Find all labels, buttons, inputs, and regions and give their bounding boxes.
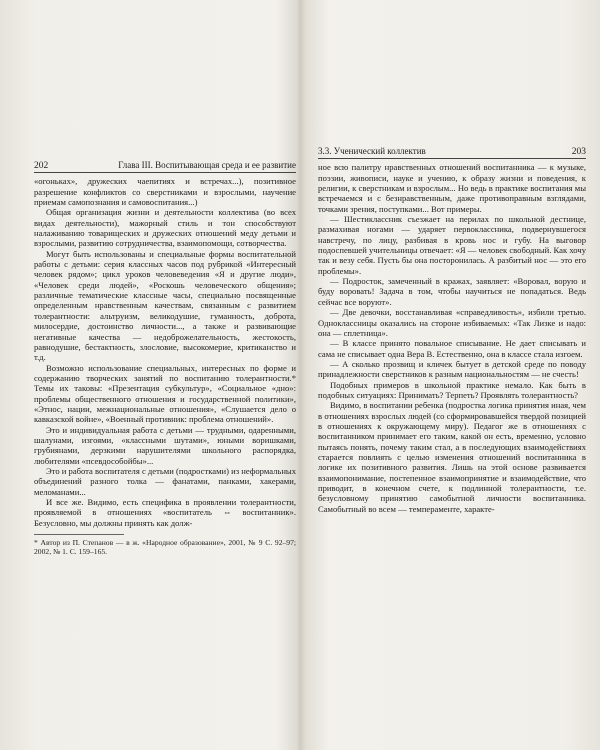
paragraph: Могут быть использованы и специальные формы воспитательной работы с детьми: серия классных часов под рубрикой «Интересный человек рядом»; цикл уроков человеведения «Я и другие люди», «Человек среди людей», «Роскошь человеческого общения»; различные тематические классные часы, специально посвященные определенным нравственным качествам, связанным с развитием толерантности: альтруизм, великодушие, гуманность, доброта, милосердие, достоинство личности..., а также и развивающие негативные качества — недоброжелательность, жестокость, равнодушие, бестактность, злословие, высокомерие, критиканство и т.д. [34, 248, 296, 363]
paragraph: Это и работа воспитателя с детьми (подростками) из неформальных объединений разного толка — фанатами, панками, хакерами, меломанами... [34, 465, 296, 497]
paragraph: — В классе принято повальное списывание. Не дает списывать и сама не списывает одна Вера В. Естественно, она в классе стала изгоем. [318, 338, 586, 359]
paragraph: И все же. Видимо, есть специфика в проявлении толерантности, проявляемой в отношениях «воспитатель ⇔ воспитанник». Безусловно, мы должны принять как долж- [34, 497, 296, 528]
paragraph: Подобных примеров в школьной практике немало. Как быть в подобных ситуациях: Принимать? Терпеть? Проявлять толерантность? [318, 379, 586, 400]
paragraph: — Подросток, замеченный в кражах, заявляет: «Воровал, ворую и буду воровать! Задача в том, чтобы научиться не попадаться. Ведь сейчас все воруют». [318, 276, 586, 307]
left-page-body [34, 176, 296, 528]
paragraph: — Две девочки, восстанавливая «справедливость», избили третью. Одноклассницы оказались на стороне избиваемых: «Так Лизке и надо: она — сплетница». [318, 307, 586, 338]
footnote-text: * Автор из П. Степанов — в ж. «Народное образование», 2001, № 9 С. 92–97; 2002, № 1. С. 159–165. [34, 538, 296, 557]
paragraph: Это и индивидуальная работа с детьми — трудными, одаренными, шалунами, изгоями, «классными шутами», юными воришками, грубиянами, дерзкими нарушителями школьного распорядка, любителями «псевдособойбы»... [34, 424, 296, 466]
left-page-number: 202 [34, 161, 49, 171]
paragraph: — Шестиклассник съезжает на перилах по школьной дестнице, размахивая ногами — ударяет первоклассника, подвернувшегося навстречу, по лицу, разбивая в кровь нос и губу. На выговор подоспевшей учительницы отвечает: «Я — человек свободный. Как хочу так и везу себя. Пусть бы она посторонилась. А разбитый нос — это его проблемы». [318, 214, 586, 276]
footnote [34, 534, 296, 557]
paragraph: Возможно использование специальных, интересных по форме и содержанию творческих занятий по воспитанию толерантности.* Темы их таковы: «Презентация субкультур», «Социальное «дно»: проблемы общественного отношения и государственной политики», «Этнос, нации, межнациональные отношения», «Слушается дело о кавказской войне», «Военный противник: проблема отношений». [34, 362, 296, 425]
left-page [34, 160, 296, 556]
left-page-header [34, 160, 296, 173]
right-page-number: 203 [571, 147, 586, 157]
paragraph: Общая организация жизни и деятельности коллектива (во всех видах деятельности), мажорный стиль и тон способствуют налаживанию товарищеских и дружеских отношений меду детьми и взрослыми, развитию сотрудничества, взаимопомощи, сотворчества. [34, 207, 296, 249]
left-running-head: Глава III. Воспитывающая среда и ее развитие [118, 160, 296, 170]
paragraph: «огоньках», дружеских чаепитиях и встречах...), позитивное разрешение конфликтов со сверстниками и взрослыми, научение приемам самопознания и самовоспитания...) [34, 176, 296, 208]
paragraph: — А сколько прозвищ и кличек бытует в детской среде по поводу принадлежности сверстников к разным национальностям — не счесть! [318, 358, 586, 380]
right-running-head: 3.3. Ученический коллектив [318, 146, 426, 156]
right-page [318, 146, 586, 514]
paragraph: Видимо, в воспитании ребенка (подростка логика принятия иная, чем в отношениях взрослых людей (со сформировавшейся твердой позицией в отношениях к окружающему миру). Педагог же в отношениях с воспитанником принимает его таким, какой он есть, временно, условно пытаясь понять, почему таким стал, а в последующих взаимодействиях старается повлиять с целью изменения отношений воспитанника в логике их позитивного развития. Лишь на этой основе развивается взаимопонимание, постепенное взаимопринятие и взаимодействие, что приводит, в конечном счете, к подлинной толерантности, т.е. безусловному принятию самобытной личности воспитанника. Самобытный во всем — темпераменте, характе- [318, 400, 586, 514]
right-page-body [318, 162, 586, 514]
right-page-header [318, 146, 586, 159]
paragraph: ное всю палитру нравственных отношений воспитанника — к музыке, поэзии, живописи, науке и учению, к образу жизни и поведения, к религии, к сверстникам и взрослым... Но ведь в практике воспитания мы встречаемся и с безнравственным, даже противоправным взглядами, точками зрения, поступками... Вот примеры. [318, 162, 586, 214]
